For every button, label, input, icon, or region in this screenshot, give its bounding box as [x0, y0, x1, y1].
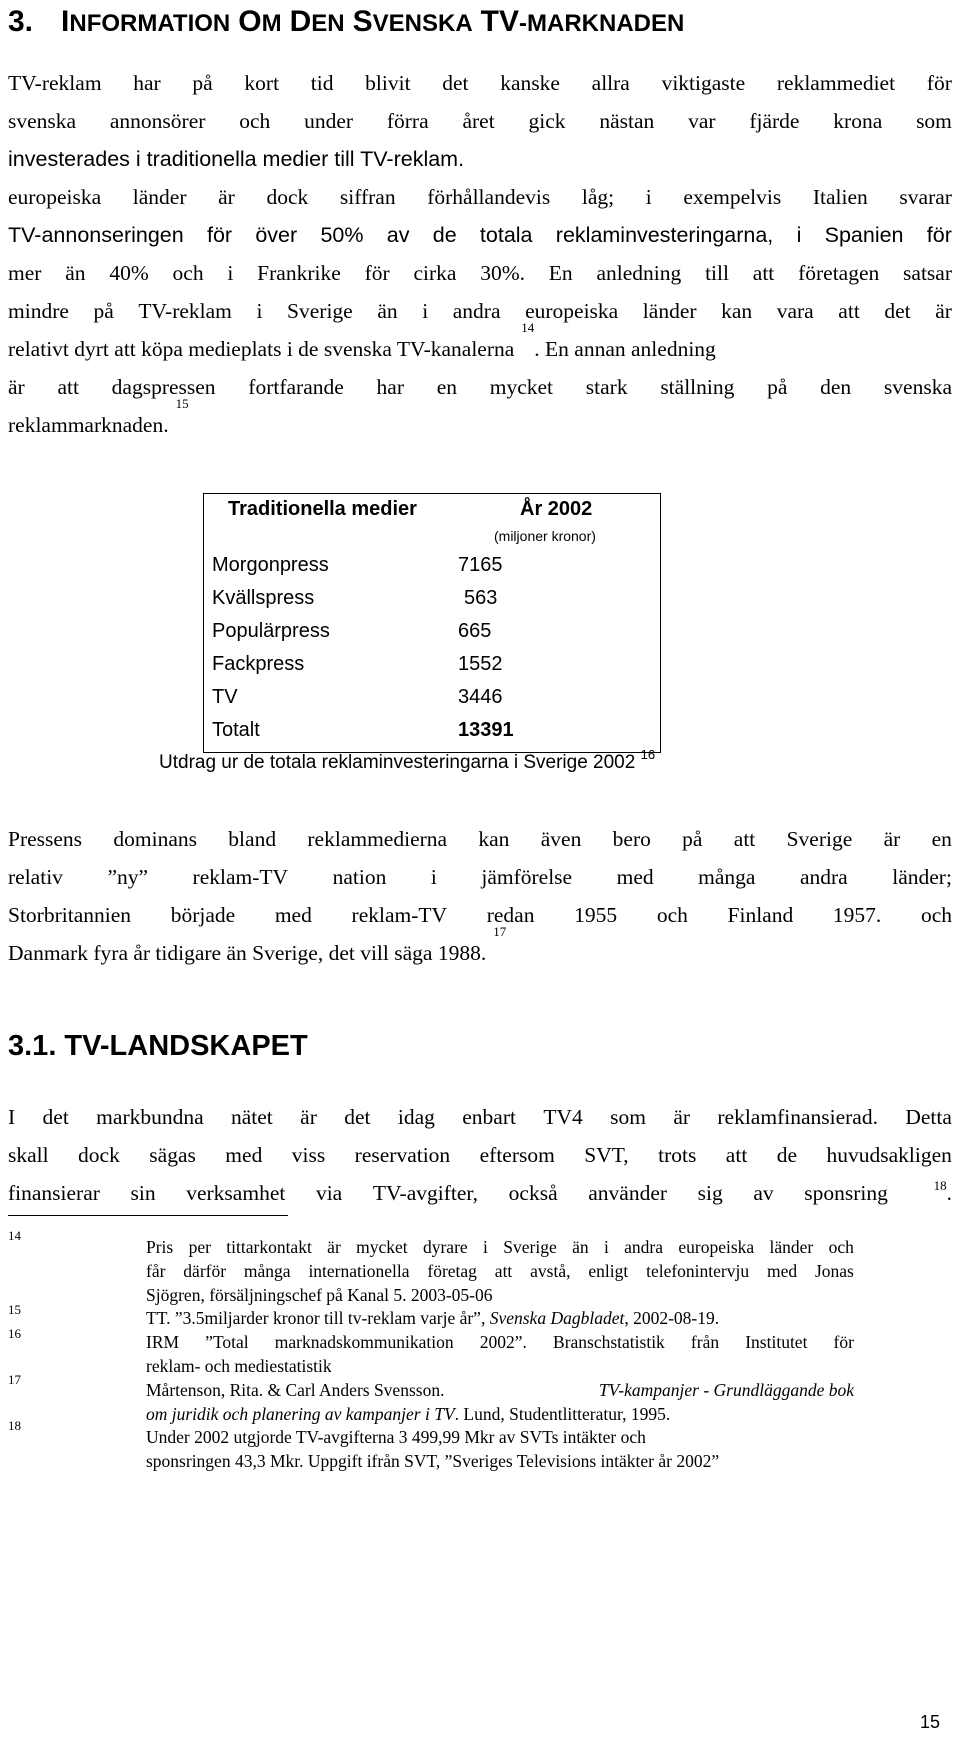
word: reklam-TV	[351, 903, 448, 927]
word: reklam-TV	[192, 865, 289, 889]
word: från	[690, 1332, 720, 1353]
page-number: 15	[920, 1712, 941, 1732]
word: bland	[228, 827, 277, 851]
word: dock	[78, 1143, 120, 1167]
footnote-number: 17	[8, 1372, 21, 1387]
table-row	[212, 620, 532, 650]
text-line	[8, 64, 952, 102]
word: TV-annonseringen	[8, 223, 184, 247]
word: fortfarande	[248, 375, 344, 399]
word: internationella	[308, 1260, 410, 1281]
word: är	[8, 375, 25, 399]
word: den	[820, 375, 852, 399]
word: sponsring	[804, 1181, 888, 1205]
word: med	[616, 865, 654, 889]
word: nästan	[599, 109, 655, 133]
text-line	[8, 820, 952, 858]
word: och	[920, 903, 952, 927]
word: telefonintervju	[646, 1260, 750, 1281]
word: TV-avgifter,	[372, 1181, 479, 1205]
text-line	[8, 102, 952, 140]
media-investment-table	[203, 493, 661, 753]
text-line	[8, 216, 952, 254]
word: siffran	[339, 185, 396, 209]
word: 2002”.	[479, 1332, 527, 1353]
word: låg;	[581, 185, 615, 209]
footnote-line	[146, 1355, 854, 1379]
word: med	[225, 1143, 263, 1167]
word: och	[239, 109, 271, 133]
word: mindre	[8, 299, 69, 323]
text-segment: relativt dyrt att köpa medieplats i de svenska TV-kanalerna	[8, 337, 515, 361]
word: avstå,	[530, 1260, 571, 1281]
row-category: Populärpress	[212, 620, 330, 642]
footnote-ref-15[interactable]: 15	[175, 396, 189, 411]
row-category: Kvällspress	[212, 587, 315, 609]
word: det	[442, 71, 469, 95]
heading-word: OM	[238, 5, 282, 38]
word: IRM	[146, 1332, 180, 1353]
word: i	[227, 261, 234, 285]
footnote-text: sponsringen 43,3 Mkr. Uppgift ifrån SVT, ”Sveriges Televisions intäkter år 2002”	[146, 1451, 720, 1472]
subsection-heading: 3.1. TV-LANDSKAPET	[8, 1030, 308, 1062]
word: vara	[776, 299, 814, 323]
word: och	[656, 903, 688, 927]
footnote-line	[146, 1426, 854, 1450]
word: än	[572, 1237, 589, 1257]
word: av	[753, 1181, 774, 1205]
word: svarar	[899, 185, 952, 209]
text-line	[8, 254, 952, 292]
word: många	[698, 865, 756, 889]
word: europeiska	[8, 185, 102, 209]
word: marknadskommunikation	[274, 1332, 454, 1353]
word: SVT,	[584, 1143, 629, 1167]
word: via	[315, 1181, 343, 1205]
word: satsar	[903, 261, 952, 285]
footnote-text: Sjögren, försäljningschef på Kanal 5. 2003-05-06	[146, 1284, 493, 1305]
footnote-line	[146, 1260, 854, 1284]
text-segment: . En annan anledning	[534, 337, 716, 361]
word: och	[828, 1237, 854, 1257]
word: företag	[427, 1260, 477, 1281]
word: i	[422, 299, 429, 323]
word: för	[926, 71, 952, 95]
word: kan	[721, 299, 753, 323]
word: bero	[612, 827, 651, 851]
word: anledning	[596, 261, 682, 285]
footnote-number: 18	[8, 1418, 21, 1433]
row-category: Fackpress	[212, 653, 305, 675]
word: svenska	[883, 375, 952, 399]
word: andra	[624, 1237, 664, 1257]
text-segment: reklammarknaden.	[8, 413, 169, 437]
row-value: 3446	[458, 686, 503, 708]
text-segment: Danmark fyra år tidigare än Sverige, det vill säga 1988.	[8, 941, 487, 965]
word: nation	[332, 865, 387, 889]
caption-text: Utdrag ur de totala reklaminvesteringarna i Sverige 2002	[159, 752, 636, 773]
word: började	[170, 903, 236, 927]
footnote-source: Svenska Dagbladet	[489, 1308, 625, 1329]
footnote-number: 16	[8, 1326, 21, 1341]
word: 30%.	[480, 261, 525, 285]
word: cirka	[413, 261, 457, 285]
word: en	[436, 375, 458, 399]
word: av	[386, 223, 410, 247]
word: länder	[132, 185, 187, 209]
word: totala	[479, 223, 533, 247]
word: idag	[397, 1105, 435, 1129]
word: trots	[658, 1143, 697, 1167]
word: i	[483, 1237, 488, 1257]
footnote-ref-14[interactable]: 14	[521, 320, 535, 335]
word: det	[344, 1105, 371, 1129]
word: att	[733, 827, 756, 851]
word: dominans	[113, 827, 197, 851]
footnote-source: om juridik och planering av kampanjer i TV	[146, 1403, 455, 1424]
word: Sverige	[786, 827, 853, 851]
word: under	[304, 109, 354, 133]
word: eftersom	[479, 1143, 555, 1167]
word: 40%	[109, 261, 149, 285]
section-number: 3.	[8, 5, 34, 38]
word: Detta	[905, 1105, 952, 1129]
footnote-ref-16[interactable]: 16	[640, 746, 656, 762]
word: använder	[588, 1181, 668, 1205]
row-value: 1552	[458, 653, 503, 675]
word: redan	[486, 903, 535, 927]
section-heading	[8, 2, 948, 44]
word: också	[508, 1181, 558, 1205]
word: Institutet	[745, 1332, 808, 1353]
word: att	[57, 375, 79, 399]
word: över	[255, 223, 298, 247]
word: förhållandevis	[427, 185, 551, 209]
word: även	[540, 827, 582, 851]
text-line	[8, 1098, 952, 1136]
word: kort	[244, 71, 280, 95]
word: året	[462, 109, 495, 133]
word: förra	[386, 109, 429, 133]
text-line	[8, 320, 952, 368]
word: Italien	[812, 185, 868, 209]
second-paragraph	[8, 820, 952, 972]
word: 1955	[574, 903, 618, 927]
word: i	[430, 865, 437, 889]
word: sägas	[149, 1143, 196, 1167]
word: 1957.	[832, 903, 882, 927]
word: än	[377, 299, 398, 323]
text-segment: .	[946, 1181, 952, 1205]
word: allra	[591, 71, 630, 95]
word: i	[256, 299, 263, 323]
word: verksamhet	[186, 1181, 286, 1205]
footnote-text: reklam- och mediestatistik	[146, 1355, 332, 1376]
footnote-divider	[8, 1215, 288, 1216]
heading-word: INFORMATION	[61, 5, 231, 38]
footnotes	[146, 1236, 854, 1474]
word: reklamfinansierad.	[717, 1105, 878, 1129]
word: enligt	[588, 1260, 629, 1281]
table-row	[212, 653, 532, 683]
word: i	[603, 1237, 609, 1257]
word: europeiska	[525, 299, 619, 323]
word: är	[218, 185, 235, 209]
word: blivit	[365, 71, 411, 95]
word: Jonas	[814, 1260, 854, 1281]
row-value: 665	[458, 620, 492, 642]
word: länder	[642, 299, 697, 323]
word: per	[188, 1237, 211, 1257]
table-row	[212, 719, 532, 749]
footnote-ref-18[interactable]: 18	[933, 1177, 947, 1193]
word: är	[673, 1105, 691, 1129]
word: en	[931, 827, 952, 851]
word: Pris	[146, 1237, 174, 1257]
word: är	[327, 1237, 341, 1257]
word: kanske	[500, 71, 560, 95]
word: exempelvis	[683, 185, 782, 209]
word: är	[935, 299, 952, 323]
word: TV-reklam	[138, 299, 232, 323]
word: nätet	[231, 1105, 273, 1129]
table-row	[212, 554, 532, 584]
table-header-year: År 2002	[520, 498, 593, 520]
word: mycket	[356, 1237, 408, 1257]
word: Pressens	[8, 827, 83, 851]
text-line	[8, 140, 952, 178]
word: TV4	[543, 1105, 583, 1129]
footnote-line	[146, 1403, 854, 1427]
table-caption	[159, 746, 656, 774]
footnote-line	[146, 1236, 854, 1260]
word: de	[432, 223, 457, 247]
word: tid	[310, 71, 334, 95]
word: det	[42, 1105, 69, 1129]
footnote-ref-17[interactable]: 17	[493, 924, 507, 939]
word: I	[8, 1105, 16, 1129]
text-line	[8, 1136, 952, 1174]
word: markbundna	[96, 1105, 204, 1129]
word: att	[752, 261, 775, 285]
footnote-text: TT. ”3.5miljarder kronor till tv-reklam varje år”,	[146, 1308, 490, 1329]
word: reklammedierna	[307, 827, 448, 851]
word: Branschstatistik	[553, 1332, 665, 1353]
word: ”ny”	[107, 865, 149, 889]
word: svenska	[8, 109, 77, 133]
heading-word: SVENSKA	[352, 5, 473, 38]
word: andra	[799, 865, 848, 889]
word: med	[274, 903, 312, 927]
word: europeiska	[678, 1237, 755, 1257]
word: som	[610, 1105, 646, 1129]
word: annonsörer	[109, 109, 206, 133]
word: TV-reklam	[8, 71, 102, 95]
word: Sverige	[287, 299, 353, 323]
word: kan	[478, 827, 510, 851]
word: och	[172, 261, 204, 285]
word: dyrare	[422, 1237, 468, 1257]
word: viss	[291, 1143, 326, 1167]
word: de	[776, 1143, 798, 1167]
row-value: 563	[464, 587, 498, 609]
word: till	[705, 261, 729, 285]
word: för	[833, 1332, 854, 1353]
word: mycket	[489, 375, 554, 399]
word: Spanien	[824, 223, 904, 247]
word: är	[883, 827, 901, 851]
footnote-line	[146, 1450, 854, 1474]
footnote-number: 14	[8, 1228, 21, 1243]
word: än	[65, 261, 86, 285]
footnote-line	[146, 1307, 854, 1331]
word: på	[93, 299, 114, 323]
word: det	[884, 299, 911, 323]
word: sin	[130, 1181, 156, 1205]
heading-word: DEN	[289, 5, 345, 38]
footnote-text: . Lund, Studentlitteratur, 1995.	[454, 1403, 671, 1424]
word: ”Total	[205, 1332, 249, 1353]
word: många	[243, 1260, 291, 1281]
word: med	[766, 1260, 798, 1281]
row-value: 7165	[458, 554, 503, 576]
word: enbart	[462, 1105, 516, 1129]
word: för	[926, 223, 952, 247]
word: reklammediet	[776, 71, 896, 95]
word: som	[916, 109, 952, 133]
word: gick	[528, 109, 566, 133]
text-line	[8, 292, 952, 330]
intro-paragraph	[8, 64, 952, 444]
word: att	[725, 1143, 748, 1167]
footnote-source: TV-kampanjer - Grundläggande bok	[598, 1379, 854, 1400]
word: länder;	[892, 865, 952, 889]
footnote-text: Mårtenson, Rita. & Carl Anders Svensson.	[146, 1379, 449, 1400]
word: var	[688, 109, 716, 133]
word: är	[300, 1105, 317, 1129]
word: jämförelse	[481, 865, 573, 889]
word: finansierar	[8, 1181, 100, 1205]
word: relativ	[8, 865, 63, 889]
footnote-line	[146, 1284, 854, 1308]
word: 50%	[320, 223, 364, 247]
word: för	[206, 223, 233, 247]
word: har	[376, 375, 404, 399]
text-segment	[8, 1174, 888, 1212]
word: sig	[697, 1181, 723, 1205]
row-value-total: 13391	[458, 719, 514, 741]
table-header-media: Traditionella medier	[228, 498, 417, 520]
table-row	[212, 686, 532, 716]
text-line	[8, 858, 952, 896]
text-segment: investerades i traditionella medier till TV-reklam.	[8, 147, 465, 171]
word: ställning	[660, 375, 735, 399]
footnote-text: , 2002-08-19.	[624, 1308, 720, 1329]
word: reservation	[354, 1143, 451, 1167]
word: länder	[769, 1237, 814, 1257]
word: skall	[8, 1143, 49, 1167]
word: Frankrike	[257, 261, 341, 285]
word: fjärde	[749, 109, 800, 133]
word: Finland	[727, 903, 794, 927]
footnote-line	[146, 1379, 854, 1403]
text-line	[8, 1174, 952, 1212]
text-line	[8, 178, 952, 216]
text-line	[8, 896, 952, 934]
footnote-text: Under 2002 utgjorde TV-avgifterna 3 499,99 Mkr av SVTs intäkter och	[146, 1427, 646, 1448]
word: stark	[585, 375, 628, 399]
table-unit: (miljoner kronor)	[494, 528, 596, 544]
word: på	[767, 375, 788, 399]
word: Sverige	[503, 1237, 557, 1257]
word: i	[796, 223, 802, 247]
word: tittarkontakt	[226, 1237, 312, 1257]
row-category: Morgonpress	[212, 554, 329, 576]
text-line	[8, 396, 952, 444]
word: dagspressen	[111, 375, 216, 399]
word: reklaminvesteringarna,	[555, 223, 774, 247]
word: får	[146, 1260, 166, 1281]
row-category: TV	[212, 686, 238, 708]
word: att	[494, 1260, 513, 1281]
word: mer	[8, 261, 42, 285]
table-row	[212, 587, 532, 617]
word: därför	[183, 1260, 227, 1281]
footnote-number: 15	[8, 1302, 21, 1317]
word: En	[548, 261, 573, 285]
text-line	[8, 924, 952, 972]
heading-word: TV-MARKNADEN	[480, 5, 685, 38]
word: har	[133, 71, 161, 95]
word: att	[838, 299, 860, 323]
word: viktigaste	[661, 71, 746, 95]
row-category: Totalt	[212, 719, 260, 741]
word: dock	[266, 185, 309, 209]
word: Storbritannien	[8, 903, 132, 927]
word: andra	[452, 299, 501, 323]
word: företagen	[798, 261, 880, 285]
word: på	[682, 827, 703, 851]
text-line	[8, 368, 952, 406]
word: krona	[833, 109, 883, 133]
word: för	[364, 261, 390, 285]
word: på	[192, 71, 213, 95]
third-paragraph	[8, 1098, 952, 1212]
word: i	[645, 185, 652, 209]
footnote-line	[146, 1331, 854, 1355]
word: huvudsakligen	[826, 1143, 952, 1167]
